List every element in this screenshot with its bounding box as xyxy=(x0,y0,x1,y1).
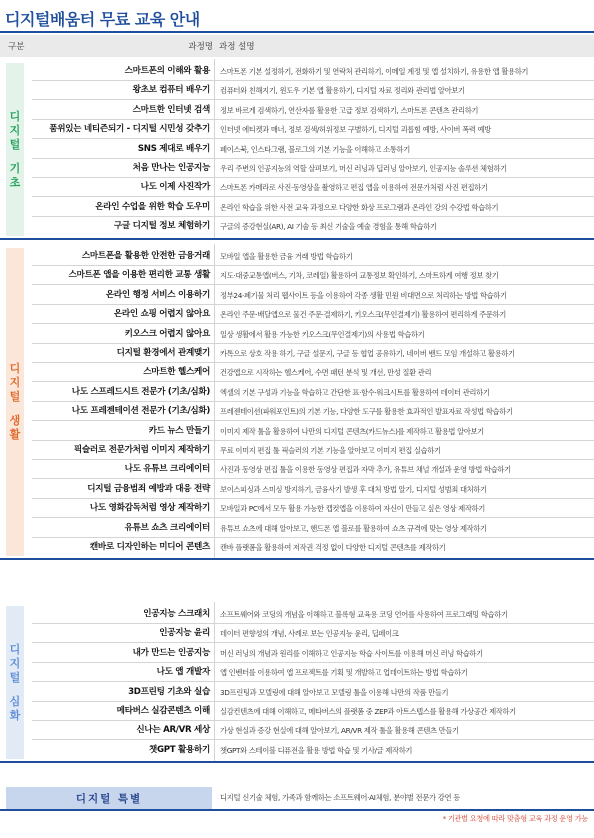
course-name: 스마트폰을 활용한 안전한 금융거래 xyxy=(81,251,210,261)
course-name: 디지털 금융범죄 예방과 대응 전략 xyxy=(87,483,210,494)
course-description: 온라인 학습을 위한 사전 교육 과정으로 다양한 화상 프로그램과 온라인 강의 수강법 학습하기 xyxy=(220,202,499,212)
header-course-description: 과정 설명 xyxy=(219,42,255,52)
course-description: 실감컨텐츠에 대해 이해하고, 메타버스의 플랫폼 중 ZEP과 아트스텝스를 활용해 가상공간 제작하기 xyxy=(220,707,516,716)
course-name: 스마트폰 앱을 이용한 편리한 교통 생활 xyxy=(68,270,210,281)
course-name: 스마트한 헬스케어 xyxy=(143,367,210,378)
course-name: 키오스크 어렵지 않아요 xyxy=(124,328,210,339)
table-row xyxy=(0,159,594,178)
course-description: 구글의 증강현실(AR), AI 기술 등 최신 기술을 예술 경험을 통해 학습하기 xyxy=(220,222,437,232)
course-name: 스마트폰의 이해와 활용 xyxy=(124,66,210,76)
section-basic xyxy=(0,59,594,240)
course-name: 스마트한 인터넷 검색 xyxy=(132,104,210,115)
course-description: 엑셀의 기본 구성과 기능을 학습하고 간단한 표·함수·워크시트를 활용하여 데이터 관리하기 xyxy=(220,387,490,397)
table-row xyxy=(0,422,594,441)
table-row xyxy=(0,683,594,702)
table-row xyxy=(0,402,594,421)
course-description: 우리 주변의 인공지능의 역할 살펴보기, 머신 러닝과 딥러닝 알아보기, 인공지능 솔루션 체험하기 xyxy=(220,164,507,173)
section-divider xyxy=(0,761,594,763)
course-description: 페이스북, 인스타그램, 블로그의 기본 기능을 이해하고 소통하기 xyxy=(220,144,410,154)
course-description: 보이스피싱과 스미싱 방지하기, 금융사기 발생 후 대처 방법 알기, 디지털 성범죄 대처하기 xyxy=(220,484,487,494)
table-row xyxy=(0,383,594,402)
course-description: 머신 러닝의 개념과 원리를 이해하고 인공지능 학습 사이트를 이용해 머신 러닝 학습하기 xyxy=(220,648,483,658)
table-row xyxy=(0,741,594,760)
table-row xyxy=(0,344,594,363)
course-description: 정부24·폐기물 처리 웹사이트 등을 이용하여 각종 생활 민원 비대면으로 처리하는 방법 학습하기 xyxy=(220,290,507,300)
special-label: 디지털 특별 xyxy=(75,792,143,805)
course-name: 온라인 수업을 위한 학습 도우미 xyxy=(95,201,210,212)
section-divider xyxy=(0,238,594,240)
course-name: 디지털 환경에서 관계맺기 xyxy=(116,348,210,358)
section-category-label: 디 지 털 심 화 xyxy=(6,606,24,759)
table-row xyxy=(0,441,594,460)
course-description: 프레젠테이션(파워포인트)의 기본 기능, 다양한 도구를 활용한 효과적인 발표자료 작성법 학습하기 xyxy=(220,407,513,417)
table-row xyxy=(0,538,594,557)
course-description: 무료 이미지 편집 툴 픽슬러의 기본 기능을 알아보고 이미지 편집 실습하기 xyxy=(220,446,441,455)
course-description: 모바일 앱을 활용한 금융 거래 방법 학습하기 xyxy=(220,252,353,261)
course-name: 픽슬러로 전문가처럼 이미지 제작하기 xyxy=(73,445,210,455)
section-advanced xyxy=(0,602,594,763)
course-name: 인공지능 윤리 xyxy=(159,628,210,639)
course-description: 온라인 주문·배달앱으로 물건 주문·결제하기, 키오스크(무인결제기) 활용하여 편리하게 주문하기 xyxy=(220,310,506,320)
special-description: 디지털 신기술 체험, 가족과 함께하는 소프트웨어·AI체험, 분야별 전문가 강연 등 xyxy=(220,793,460,802)
section-divider xyxy=(0,558,594,560)
table-row xyxy=(0,62,594,81)
course-name: 챗GPT 활용하기 xyxy=(148,744,210,755)
course-name: 구글 디지털 정보 체험하기 xyxy=(113,221,210,232)
course-description: 건강앱으로 시작하는 헬스케어, 수면 패턴 분석 및 개선, 만성 질환 관리 xyxy=(220,368,432,378)
course-name: 왕초보 컴퓨터 배우기 xyxy=(132,85,210,96)
course-name: 신나는 AR/VR 세상 xyxy=(136,725,210,736)
table-row xyxy=(0,81,594,100)
table-row xyxy=(0,198,594,217)
table-row xyxy=(0,266,594,285)
course-name: 나도 스프레드시트 전문가 (기초/심화) xyxy=(71,386,210,397)
table-row xyxy=(0,721,594,740)
table-row xyxy=(0,120,594,139)
table-row xyxy=(0,178,594,197)
title-divider xyxy=(0,31,594,33)
course-name: 메타버스 실감콘텐츠 이해 xyxy=(116,706,210,716)
course-description: 지도·대중교통앱(버스, 기차, 코레일) 활용하여 교통정보 확인하기, 스마트하게 여행 정보 찾기 xyxy=(220,271,499,281)
table-row xyxy=(0,605,594,624)
course-name: 캔바로 디자인하는 미디어 콘텐츠 xyxy=(89,542,210,552)
table-row xyxy=(0,480,594,499)
table-row xyxy=(0,363,594,382)
course-description: 정보 바르게 검색하기, 연산자를 활용한 고급 정보 검색하기, 스마트폰 콘텐츠 관리하기 xyxy=(220,105,479,115)
section-category-label: 디 지 털 생 활 xyxy=(6,248,24,556)
page-title: 디지털배움터 무료 교육 안내 xyxy=(5,10,200,29)
course-name: 온라인 쇼핑 어렵지 않아요 xyxy=(113,309,210,320)
table-row xyxy=(0,217,594,236)
course-description: 인터넷 에티켓과 매너, 정보 검색/허위정보 구별하기, 디지털 괴롭힘 예방, 사이버 폭력 예방 xyxy=(220,125,491,135)
course-description: 카톡으로 상호 작용 하기, 구글 설문지, 구글 등 협업 공유하기, 네이버 밴드 모임 개설하고 활용하기 xyxy=(220,349,515,358)
course-description: 데이터 편향성의 개념, 사례로 보는 인공지능 윤리, 딥페이크 xyxy=(220,629,399,639)
course-name: 인공지능 스크래치 xyxy=(143,609,210,619)
footnote: * 기관별 요청에 따라 맞춤형 교육 과정 운영 가능 xyxy=(442,814,588,823)
table-row xyxy=(0,519,594,538)
header-course-name: 과정명 xyxy=(188,42,213,52)
table-row xyxy=(0,644,594,663)
course-description: 유튜브 쇼츠에 대해 알아보고, 핸드폰 앱 블로를 활용하여 쇼츠 규격에 맞는 영상 제작하기 xyxy=(220,523,487,533)
table-row xyxy=(0,460,594,479)
section-life xyxy=(0,244,594,560)
course-name: 카드 뉴스 만들기 xyxy=(148,425,210,436)
course-name: 품위있는 네티즌되기 - 디지털 시민성 갖추기 xyxy=(49,124,210,135)
course-description: 모바일과 PC에서 모두 활용 가능한 캡컷앱을 이용하여 자신이 만들고 싶은 영상 제작하기 xyxy=(220,504,485,514)
course-description: 캔바 플랫폼을 활용하여 저작권 걱정 없이 다양한 디지털 콘텐츠를 제작하기 xyxy=(220,543,446,552)
table-row xyxy=(0,286,594,305)
course-name: 나도 프레젠테이션 전문가 (기초/심화) xyxy=(71,406,210,417)
course-description: 스마트폰 카메라로 사진·동영상을 촬영하고 편집 앱을 이용하여 전문가처럼 사진 편집하기 xyxy=(220,183,488,193)
special-label-badge xyxy=(6,787,212,809)
course-name: 나도 유튜브 크리에이터 xyxy=(124,464,210,475)
course-description: 앱 인벤터를 이용하여 앱 프로젝트를 기획 및 개발하고 업데이트하는 방법 학습하기 xyxy=(220,668,468,678)
table-row xyxy=(0,305,594,324)
course-description: 챗GPT와 스테이블 디퓨전을 활용 방법 학습 및 기사/글 제작하기 xyxy=(220,745,413,755)
table-row xyxy=(0,101,594,120)
table-row xyxy=(0,325,594,344)
table-header xyxy=(0,35,594,57)
special-section xyxy=(0,787,594,809)
course-description: 사진과 동영상 편집 툴을 이용한 동영상 편집과 자막 추가, 유튜브 채널 개설과 운영 방법 학습하기 xyxy=(220,465,511,475)
header-category: 구분 xyxy=(8,42,25,52)
course-name: 내가 만드는 인공지능 xyxy=(132,647,210,658)
course-name: 나도 영화감독처럼 영상 제작하기 xyxy=(89,503,210,514)
course-name: 나도 이제 사진작가 xyxy=(140,182,210,193)
course-description: 소프트웨어와 코딩의 개념을 이해하고 블록형 교육용 코딩 언어를 사용하여 프로그래밍 학습하기 xyxy=(220,610,508,619)
section-category-label: 디 지 털 기 초 xyxy=(6,63,24,236)
table-row xyxy=(0,663,594,682)
table-row xyxy=(0,247,594,266)
course-name: 3D프린팅 기초와 실습 xyxy=(128,686,210,697)
table-row xyxy=(0,624,594,643)
course-description: 가상 현실과 증강 현실에 대해 알아보기, AR/VR 제작 툴을 활용해 콘텐츠 만들기 xyxy=(220,726,459,736)
course-name: 나도 앱 개발자 xyxy=(156,667,210,678)
course-name: 처음 만나는 인공지능 xyxy=(132,163,210,173)
course-description: 일상 생활에서 활용 가능한 키오스크(무인결제기)의 사용법 학습하기 xyxy=(220,329,425,339)
course-description: 이미지 제작 툴을 활용하여 나만의 디지털 콘텐츠(카드뉴스)를 제작하고 활용법 알아보기 xyxy=(220,426,484,436)
course-description: 스마트폰 기본 설정하기, 전화하기 및 연락처 관리하기, 이메일 계정 및 앱 설치하기, 유용한 앱 활용하기 xyxy=(220,67,529,76)
course-name: 온라인 행정 서비스 이용하기 xyxy=(105,289,210,300)
course-description: 3D프린팅과 모델링에 대해 알아보고 모델링 툴을 이용해 나만의 작품 만들기 xyxy=(220,687,449,697)
special-divider xyxy=(0,809,594,811)
course-name: 유튜브 쇼츠 크리에이터 xyxy=(124,522,210,533)
table-row xyxy=(0,140,594,159)
table-row xyxy=(0,499,594,518)
course-description: 컴퓨터와 친해지기, 윈도우 기본 앱 활용하기, 디지털 자료 정리와 관리법 알아보기 xyxy=(220,86,465,96)
table-row xyxy=(0,702,594,721)
course-name: SNS 제대로 배우기 xyxy=(137,143,210,154)
